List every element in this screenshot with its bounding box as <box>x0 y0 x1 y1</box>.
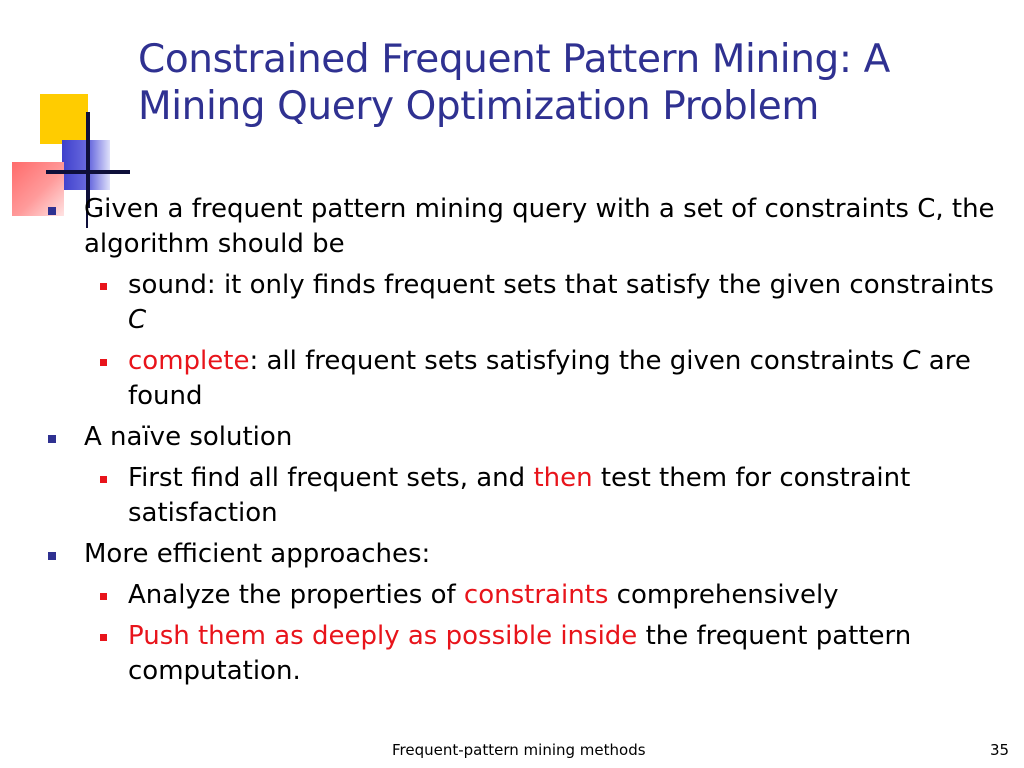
page-number: 35 <box>990 741 1010 759</box>
bullet-square-icon <box>100 283 107 290</box>
bullet-level2 <box>42 619 1002 689</box>
bullet-text: sound: it only finds frequent sets that satisfy the given constraints <box>128 270 994 300</box>
bullet-square-icon <box>48 435 56 443</box>
slide-title: Constrained Frequent Pattern Mining: A Mining Query Optimization Problem <box>138 37 890 129</box>
bullet-level1 <box>42 420 1002 455</box>
bullet-square-icon <box>100 634 107 641</box>
highlight-text: Push them as deeply as possible inside <box>128 621 638 651</box>
italic-text: C <box>902 346 921 376</box>
highlight-text: then <box>533 463 593 493</box>
bullet-text-tail: the frequent pattern computation. <box>128 621 912 686</box>
italic-text: C <box>128 305 147 335</box>
bullet-square-icon <box>100 476 107 483</box>
bullet-level1 <box>42 537 1002 572</box>
logo-yellow-square <box>40 94 88 144</box>
bullet-text: : all frequent sets satisfying the given constraints <box>249 346 903 376</box>
logo-horizontal-line <box>46 170 130 174</box>
bullet-square-icon <box>48 207 56 215</box>
highlight-text: complete <box>128 346 250 376</box>
bullet-level2 <box>42 268 1002 338</box>
bullet-text: A naïve solution <box>84 422 293 452</box>
bullet-level2 <box>42 578 1002 613</box>
bullet-text-tail: comprehensively <box>608 580 839 610</box>
bullet-text: First find all frequent sets, and <box>128 463 534 493</box>
bullet-square-icon <box>48 552 56 560</box>
bullet-level2 <box>42 461 1002 531</box>
bullet-text-tail: are found <box>128 346 971 411</box>
bullet-text: Analyze the properties of <box>128 580 464 610</box>
bullet-text: Given a frequent pattern mining query with a set of constraints C, the algorithm should be <box>84 194 995 259</box>
highlight-text: constraints <box>463 580 609 610</box>
bullet-text: More efficient approaches: <box>84 539 431 569</box>
footer-text: Frequent-pattern mining methods <box>392 741 646 759</box>
bullet-text-tail: test them for constraint satisfaction <box>128 463 911 528</box>
bullet-square-icon <box>100 593 107 600</box>
bullet-level1 <box>42 192 1002 262</box>
bullet-level2 <box>42 344 1002 414</box>
slide-content <box>42 192 1002 695</box>
bullet-square-icon <box>100 359 107 366</box>
